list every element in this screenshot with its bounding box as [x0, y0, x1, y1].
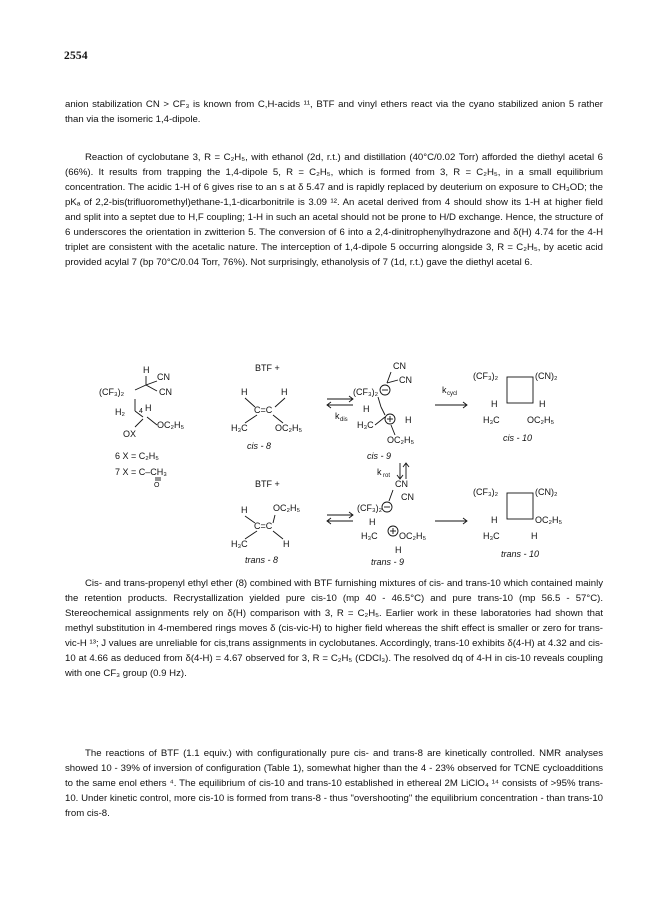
btf-label: BTF + [255, 363, 280, 373]
atom-label: H₃C [483, 531, 500, 541]
cis-8-structure [231, 363, 302, 451]
paragraph-1: anion stabilization CN > CF₃ is known from C,H-acids ¹¹, BTF and vinyl ethers react via the cyano stabilized anion 5 rather than via the isomeric 1,4-dipole. [65, 99, 603, 125]
compound-6-7-structure [99, 365, 184, 489]
rate-constant-subscript: dis [340, 417, 348, 423]
atom-label: H [281, 387, 288, 397]
cis-8-label: cis - 8 [247, 441, 272, 451]
atom-label: OC₂H₅ [273, 503, 301, 513]
paragraph-2: Reaction of cyclobutane 3, R = C₂H₅, with ethanol (2d, r.t.) and distillation (40°C/0.02 Torr) afforded the diethyl acetal 6 (66%). It results from trapping the 1,4-dipole 5, R = C₂H₅, which is formed from 3, R = C₂H₅, in a small equilibrium concentration. The acidic 1-H of 6 gives rise to an s at δ 5.47 and is rapidly replaced by deuterium on exposure to CH₃OD; the pKₐ of 2,2-bis(trifluoromethyl)ethane-1,1-dicarbonitrile is 3.09 ¹². An acetal derived from 4 should show its 1-H at higher field and split into a septet due to H,F coupling; 1-H in such an acetal should not be prone to H/D exchange. Hence, the structure of 6 underscores the orientation in zwitterion 5. The conversion of 6 into a 2,4-dinitrophenylhydrazone and δ(H) 4.74 for the 4-H triplet are consistent with the acetalic nature. The interception of 1,4-dipole 5 occurring alongside 3, R = C₂H₅, by acetic acid provided acylal 7 (bp 70°C/0.04 Torr, 76%). Not surprisingly, ethanolysis of 7 (1d, r.t.) gave the diethyl acetal 6. [65, 152, 603, 268]
atom-label: CN [159, 387, 172, 397]
atom-label: C=C [254, 521, 273, 531]
atom-label: H₃C [357, 420, 374, 430]
compound-6-label: 6 X = C₂H₅ [115, 451, 159, 461]
trans-9-structure [357, 479, 426, 567]
atom-label: 4 [139, 408, 143, 415]
atom-label: CN [395, 479, 408, 489]
equilibrium-arrows-bottom [327, 512, 353, 524]
rate-constant-subscript: rot [383, 473, 391, 479]
atom-label: O [154, 482, 160, 489]
atom-label: H₃C [231, 539, 248, 549]
atom-label: (CF₃)₂ [473, 371, 499, 381]
rate-constant-krot: k [377, 467, 382, 477]
atom-label: CN [399, 375, 412, 385]
atom-label: H [491, 399, 498, 409]
rate-constant-subscript: cycl [447, 391, 458, 397]
page-number: 2554 [64, 50, 88, 62]
atom-label: H [395, 545, 402, 555]
trans-9-label: trans - 9 [371, 557, 405, 567]
trans-8-structure [231, 479, 300, 565]
atom-label: OC₂H₅ [275, 423, 303, 433]
atom-label: CN [393, 361, 406, 371]
paragraph-4: The reactions of BTF (1.1 equiv.) with configurationally pure cis- and trans-8 are kinetically controlled. NMR analyses showed 10 - 39% of inversion of configuration (Table 1), somewhat higher than the 4 - 23% observed for TCNE cycloadditions to the same enol ethers ⁴. The equilibrium of cis-10 and trans-10 established in ethereal 2M LiClO₄ ¹⁴ consists of >95% trans-10. Under kinetic control, more cis-10 is formed from trans-8 - thus "overshooting" the equilibrium concentration - than trans-10 from cis-8. [65, 748, 603, 819]
rate-constant-kdis: k [335, 411, 340, 421]
atom-label: H [145, 403, 152, 413]
btf-label: BTF + [255, 479, 280, 489]
atom-label: H₃C [483, 415, 500, 425]
atom-label: OC₂H₅ [527, 415, 555, 425]
atom-label: H [143, 365, 150, 375]
atom-label: H₃C [231, 423, 248, 433]
atom-label: H [241, 387, 248, 397]
cyclization-arrow-trans [435, 518, 467, 524]
cyclization-arrow-cis [435, 385, 467, 408]
atom-label: OC₂H₅ [387, 435, 415, 445]
atom-label: H [369, 517, 376, 527]
paragraph-3: Cis- and trans-propenyl ethyl ether (8) combined with BTF furnishing mixtures of cis- and trans-10 which contained mainly the retention products. Recrystallization yielded pure cis-10 (mp 40 - 46.5°C) and pure trans-10 (mp 56.5 - 57°C). Stereochemical assignments rely on δ(H) comparison with 3, R = C₂H₅. Earlier work in these laboratories had shown that methyl substitution in 4-membered rings moves δ (cis-vic-H) to higher field whereas the shift effect is smaller or zero for trans-vic-H ¹³; J values are unreliable for cis,trans assignments in cyclobutanes. Accordingly, trans-10 exhibits δ(4-H) at 4.32 and cis-10 at 4.66 as deduced from δ(4-H) = 4.67 observed for 3, R = C₂H₅ (CDCl₃). The resolved dq of 4-H in cis-10 reveals coupling with one CF₃ group (0.9 Hz). [65, 578, 603, 679]
reaction-scheme [95, 355, 615, 567]
rotation-arrows [377, 463, 409, 479]
atom-label: H [539, 399, 546, 409]
cis-9-structure [353, 361, 414, 461]
atom-label: CN [157, 372, 170, 382]
atom-label: H₂ [115, 407, 125, 417]
atom-label: H [363, 404, 370, 414]
rate-constant-kcycl: k [442, 385, 447, 395]
atom-label: (CF₃)₂ [473, 487, 499, 497]
cis-9-label: cis - 9 [367, 451, 392, 461]
atom-label: C=C [254, 405, 273, 415]
atom-label: H₃C [361, 531, 378, 541]
atom-label: (CF₃)₂ [99, 387, 125, 397]
compound-7-label: 7 X = C–CH₃ [115, 467, 167, 477]
cis-10-label: cis - 10 [503, 433, 533, 443]
atom-label: (CF₃)₂ [357, 503, 383, 513]
atom-label: H [241, 505, 248, 515]
trans-8-label: trans - 8 [245, 555, 279, 565]
atom-label: OX [123, 429, 137, 439]
trans-10-structure [473, 487, 562, 559]
cis-10-structure [473, 371, 558, 443]
atom-label: CN [401, 492, 414, 502]
equilibrium-arrows-top [327, 396, 353, 423]
atom-label: H [531, 531, 538, 541]
atom-label: OC₂H₅ [535, 515, 563, 525]
atom-label: (CN)₂ [535, 371, 558, 381]
atom-label: H [405, 415, 412, 425]
atom-label: (CN)₂ [535, 487, 558, 497]
trans-10-label: trans - 10 [501, 549, 540, 559]
atom-label: OC₂H₅ [399, 531, 427, 541]
atom-label: H [283, 539, 290, 549]
atom-label: H [491, 515, 498, 525]
atom-label: (CF₃)₂ [353, 387, 379, 397]
atom-label: OC₂H₅ [157, 420, 185, 430]
